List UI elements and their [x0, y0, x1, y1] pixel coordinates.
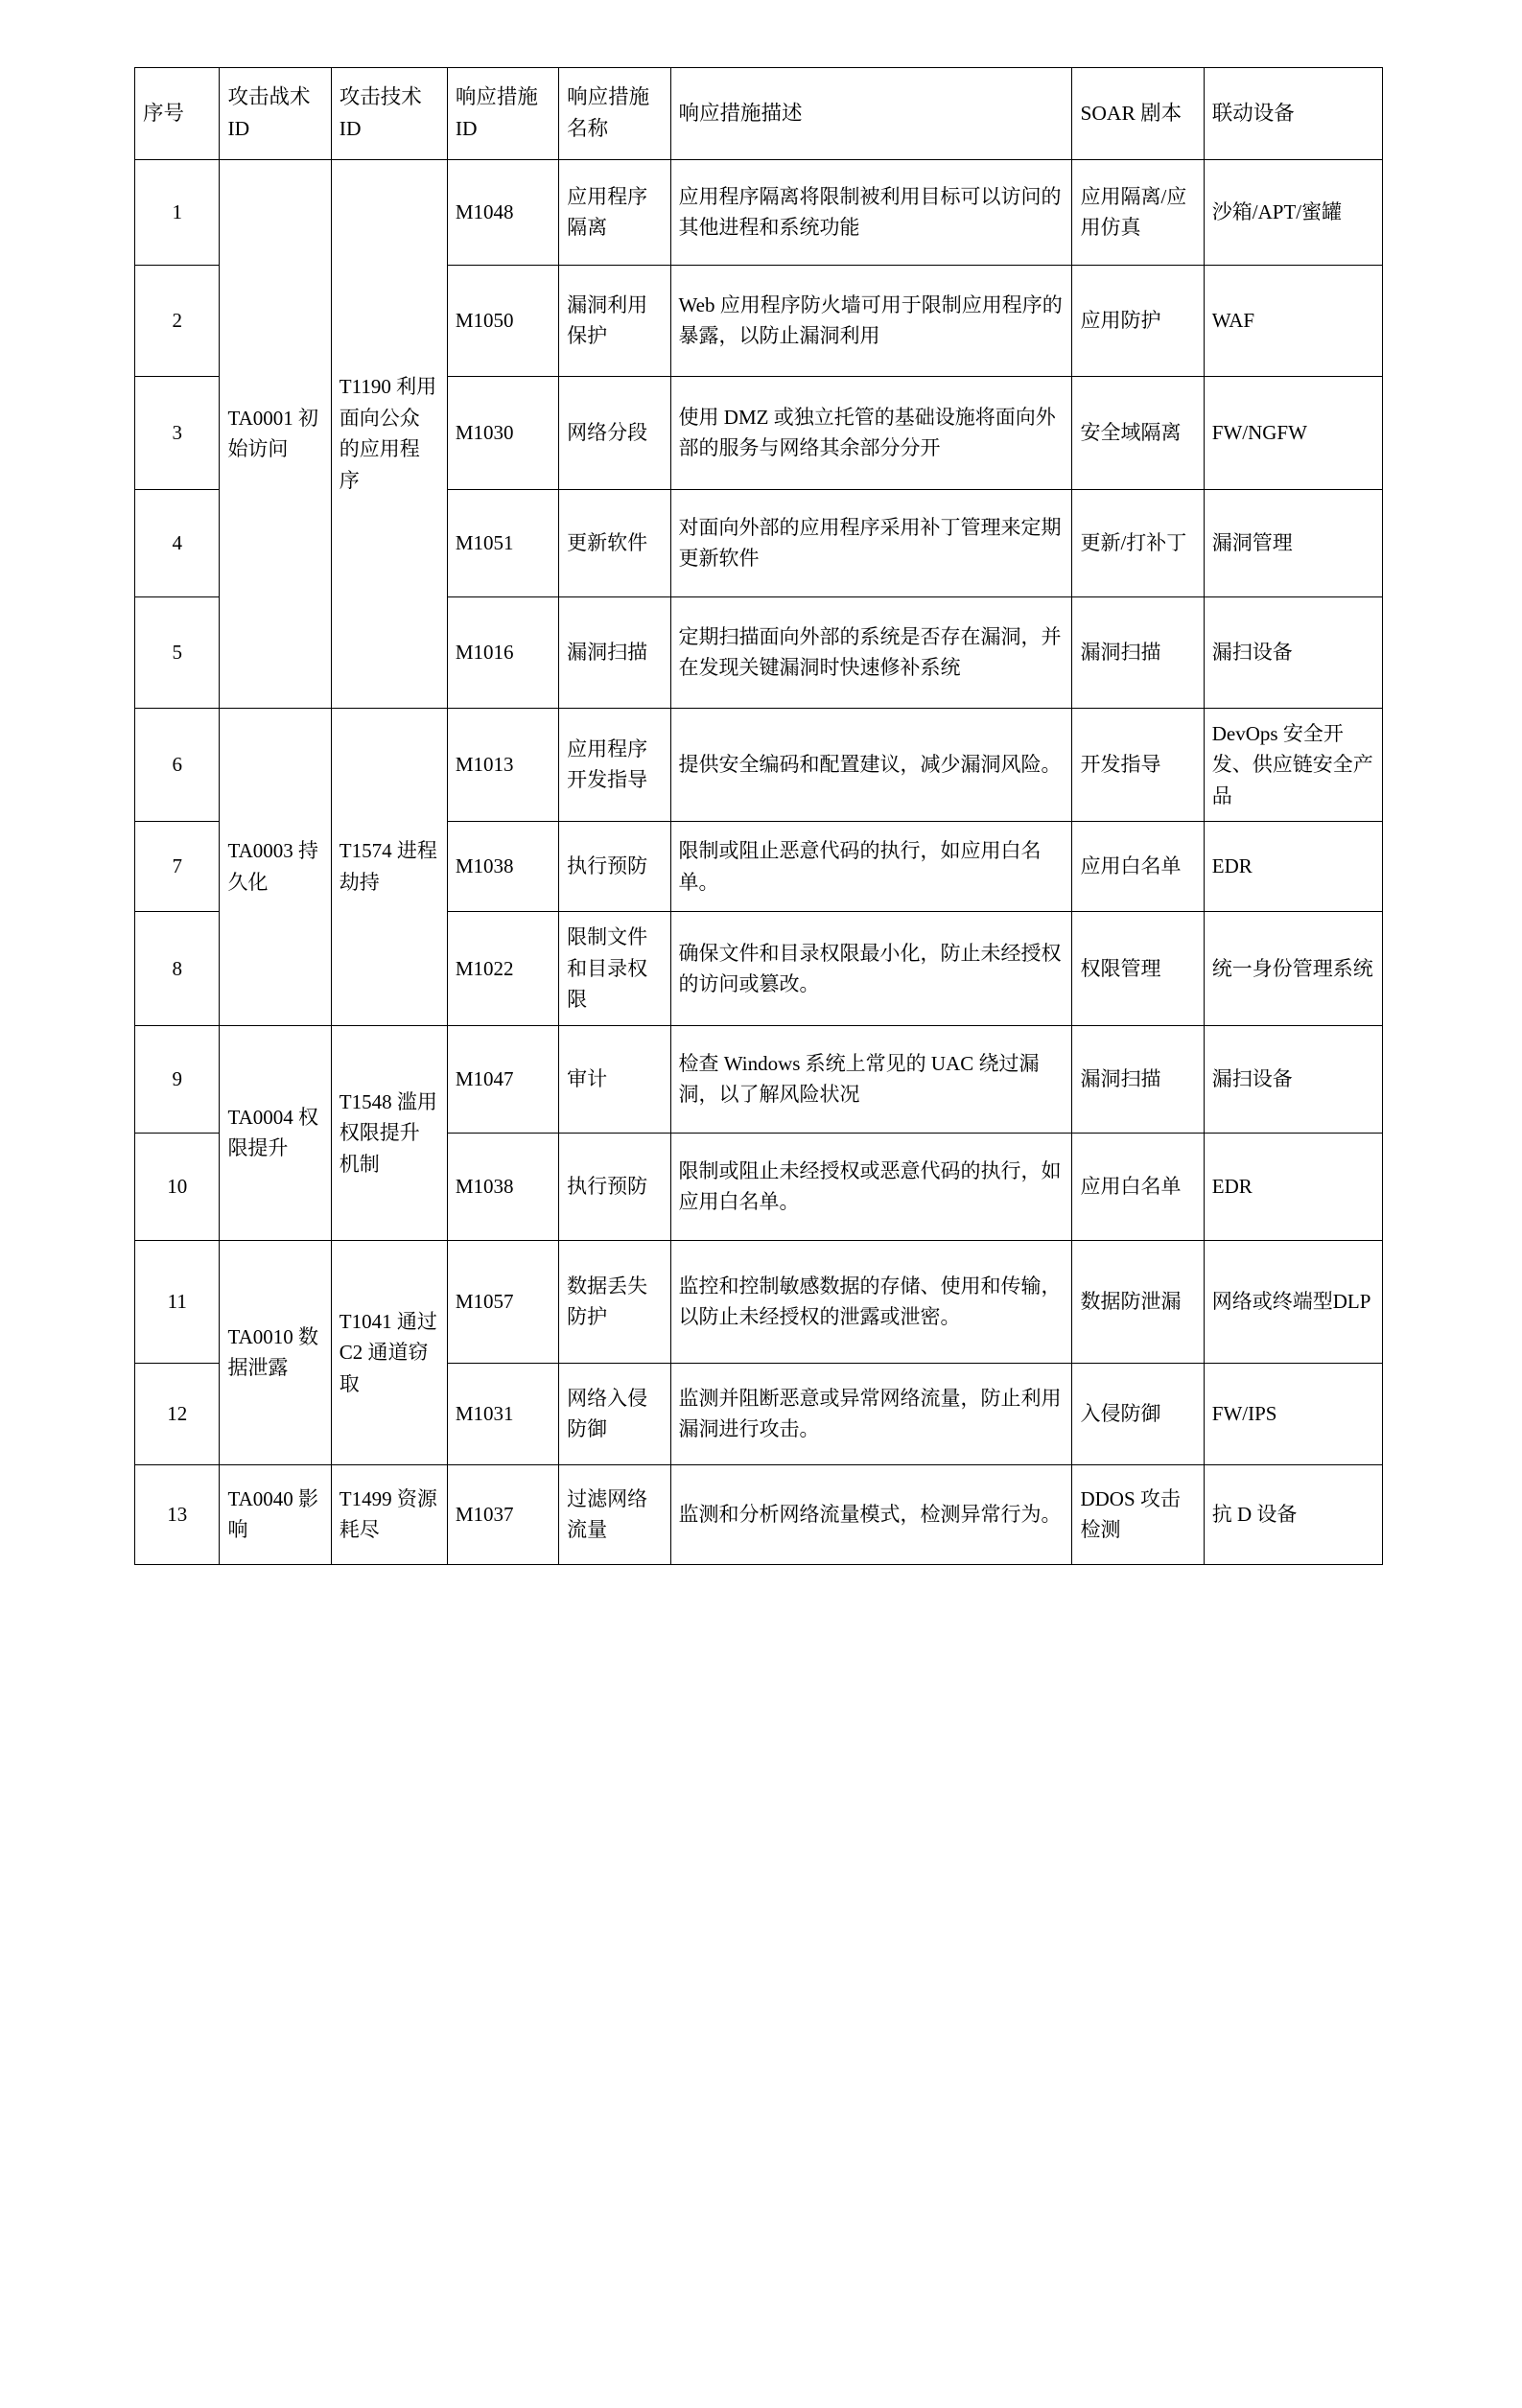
column-header-tactic-id: 攻击战术 ID: [220, 68, 331, 160]
cell-description: 确保文件和目录权限最小化，防止未经授权的访问或篡改。: [670, 912, 1072, 1026]
cell-device: WAF: [1204, 265, 1382, 376]
cell-description: Web 应用程序防火墙可用于限制应用程序的暴露，以防止漏洞利用: [670, 265, 1072, 376]
cell-measure-id: M1038: [447, 822, 558, 912]
cell-soar: 应用隔离/应用仿真: [1072, 159, 1204, 265]
cell-measure-id: M1013: [447, 708, 558, 822]
cell-measure-id: M1022: [447, 912, 558, 1026]
cell-technique: T1574 进程劫持: [331, 708, 447, 1025]
cell-description: 使用 DMZ 或独立托管的基础设施将面向外部的服务与网络其余部分分开: [670, 376, 1072, 489]
cell-device: EDR: [1204, 1133, 1382, 1240]
cell-measure-name: 漏洞利用保护: [559, 265, 670, 376]
cell-device: EDR: [1204, 822, 1382, 912]
cell-device: 统一身份管理系统: [1204, 912, 1382, 1026]
cell-soar: 更新/打补丁: [1072, 489, 1204, 596]
cell-device: 漏扫设备: [1204, 596, 1382, 708]
cell-measure-name: 应用程序开发指导: [559, 708, 670, 822]
cell-measure-name: 更新软件: [559, 489, 670, 596]
cell-seq: 3: [135, 376, 220, 489]
cell-technique: T1190 利用面向公众的应用程序: [331, 159, 447, 708]
table-row: [135, 159, 1383, 265]
cell-description: 提供安全编码和配置建议，减少漏洞风险。: [670, 708, 1072, 822]
cell-description: 监测并阻断恶意或异常网络流量，防止利用漏洞进行攻击。: [670, 1363, 1072, 1464]
cell-description: 定期扫描面向外部的系统是否存在漏洞，并在发现关键漏洞时快速修补系统: [670, 596, 1072, 708]
cell-technique: T1041 通过 C2 通道窃取: [331, 1240, 447, 1464]
cell-seq: 7: [135, 822, 220, 912]
cell-measure-name: 限制文件和目录权限: [559, 912, 670, 1026]
table-row: [135, 1240, 1383, 1363]
cell-description: 监控和控制敏感数据的存储、使用和传输，以防止未经授权的泄露或泄密。: [670, 1240, 1072, 1363]
cell-measure-name: 网络入侵防御: [559, 1363, 670, 1464]
cell-measure-name: 审计: [559, 1025, 670, 1133]
table-row: [135, 1464, 1383, 1564]
cell-measure-id: M1030: [447, 376, 558, 489]
cell-soar: 应用白名单: [1072, 1133, 1204, 1240]
column-header-soar-playbook: SOAR 剧本: [1072, 68, 1204, 160]
cell-seq: 12: [135, 1363, 220, 1464]
cell-soar: 应用防护: [1072, 265, 1204, 376]
cell-device: 抗 D 设备: [1204, 1464, 1382, 1564]
cell-measure-name: 数据丢失防护: [559, 1240, 670, 1363]
cell-seq: 1: [135, 159, 220, 265]
cell-seq: 5: [135, 596, 220, 708]
cell-soar: 安全域隔离: [1072, 376, 1204, 489]
column-header-linked-device: 联动设备: [1204, 68, 1382, 160]
column-header-measure-name: 响应措施名称: [559, 68, 670, 160]
cell-description: 应用程序隔离将限制被利用目标可以访问的其他进程和系统功能: [670, 159, 1072, 265]
table-header: [135, 68, 1383, 160]
cell-seq: 6: [135, 708, 220, 822]
cell-soar: 漏洞扫描: [1072, 596, 1204, 708]
column-header-measure-description: 响应措施描述: [670, 68, 1072, 160]
cell-description: 对面向外部的应用程序采用补丁管理来定期更新软件: [670, 489, 1072, 596]
cell-soar: 权限管理: [1072, 912, 1204, 1026]
cell-measure-name: 漏洞扫描: [559, 596, 670, 708]
cell-seq: 10: [135, 1133, 220, 1240]
cell-description: 监测和分析网络流量模式，检测异常行为。: [670, 1464, 1072, 1564]
cell-measure-id: M1037: [447, 1464, 558, 1564]
table-header-row: [135, 68, 1383, 160]
column-header-seq: 序号: [135, 68, 220, 160]
column-header-measure-id: 响应措施 ID: [447, 68, 558, 160]
cell-device: 沙箱/APT/蜜罐: [1204, 159, 1382, 265]
table-row: [135, 708, 1383, 822]
cell-measure-name: 网络分段: [559, 376, 670, 489]
table-body: [135, 159, 1383, 1564]
cell-device: 网络或终端型DLP: [1204, 1240, 1382, 1363]
cell-measure-id: M1047: [447, 1025, 558, 1133]
cell-measure-name: 应用程序隔离: [559, 159, 670, 265]
cell-description: 检查 Windows 系统上常见的 UAC 绕过漏洞，以了解风险状况: [670, 1025, 1072, 1133]
cell-measure-name: 执行预防: [559, 1133, 670, 1240]
cell-tactic: TA0004 权限提升: [220, 1025, 331, 1240]
cell-technique: T1548 滥用权限提升机制: [331, 1025, 447, 1240]
column-header-technique-id: 攻击技术 ID: [331, 68, 447, 160]
table-row: [135, 1025, 1383, 1133]
cell-device: 漏扫设备: [1204, 1025, 1382, 1133]
cell-tactic: TA0001 初始访问: [220, 159, 331, 708]
cell-soar: 数据防泄漏: [1072, 1240, 1204, 1363]
cell-soar: DDOS 攻击检测: [1072, 1464, 1204, 1564]
response-measures-table: [134, 67, 1383, 1565]
cell-measure-id: M1038: [447, 1133, 558, 1240]
cell-device: FW/NGFW: [1204, 376, 1382, 489]
cell-seq: 13: [135, 1464, 220, 1564]
cell-measure-id: M1057: [447, 1240, 558, 1363]
cell-seq: 11: [135, 1240, 220, 1363]
cell-measure-id: M1016: [447, 596, 558, 708]
cell-device: DevOps 安全开发、供应链安全产品: [1204, 708, 1382, 822]
cell-seq: 9: [135, 1025, 220, 1133]
cell-measure-id: M1051: [447, 489, 558, 596]
cell-seq: 8: [135, 912, 220, 1026]
cell-tactic: TA0003 持久化: [220, 708, 331, 1025]
cell-description: 限制或阻止恶意代码的执行，如应用白名单。: [670, 822, 1072, 912]
cell-soar: 漏洞扫描: [1072, 1025, 1204, 1133]
cell-device: FW/IPS: [1204, 1363, 1382, 1464]
cell-measure-id: M1031: [447, 1363, 558, 1464]
cell-technique: T1499 资源耗尽: [331, 1464, 447, 1564]
cell-soar: 入侵防御: [1072, 1363, 1204, 1464]
cell-measure-name: 执行预防: [559, 822, 670, 912]
cell-soar: 开发指导: [1072, 708, 1204, 822]
cell-measure-name: 过滤网络流量: [559, 1464, 670, 1564]
cell-measure-id: M1048: [447, 159, 558, 265]
cell-measure-id: M1050: [447, 265, 558, 376]
cell-tactic: TA0010 数据泄露: [220, 1240, 331, 1464]
cell-seq: 4: [135, 489, 220, 596]
cell-tactic: TA0040 影响: [220, 1464, 331, 1564]
cell-soar: 应用白名单: [1072, 822, 1204, 912]
cell-device: 漏洞管理: [1204, 489, 1382, 596]
cell-description: 限制或阻止未经授权或恶意代码的执行，如应用白名单。: [670, 1133, 1072, 1240]
cell-seq: 2: [135, 265, 220, 376]
